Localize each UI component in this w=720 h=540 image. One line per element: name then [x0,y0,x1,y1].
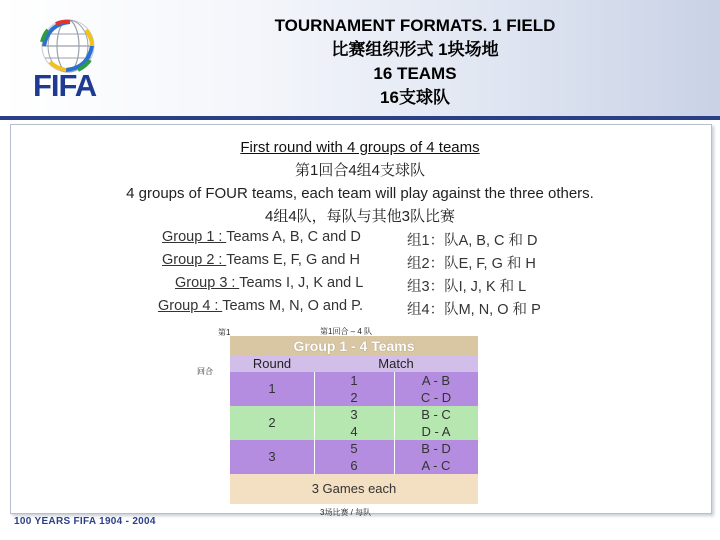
table-row [230,440,478,474]
match-number: 5 [350,441,358,456]
group-label: Group 3 : [175,275,240,291]
match-number: 2 [350,390,358,405]
table-annotation-top: 第1回合 – 4 队 [320,327,373,336]
table-footer: 3 Games each [230,474,478,504]
group-2-cn: 组2：队E, F, G 和 H [407,256,536,272]
group-teams: Teams M, N, O and P. [222,298,363,314]
group-3-cn: 组3：队I, J, K 和 L [407,279,527,295]
group-3-line [175,275,363,291]
group-teams: Teams A, B, C and D [226,229,361,245]
first-round-heading-cn: 第1回合4组4支球队 [294,162,426,179]
table-row [230,406,478,440]
format-description: 4 groups of FOUR teams, each team will play against the three others. [126,185,594,202]
table-annotation-top-left: 第1 [218,328,231,337]
group-label: Group 2 : [162,252,227,268]
header-divider [0,116,720,120]
column-divider [394,372,395,474]
title-line: 16支球队 [380,88,450,107]
format-description-cn: 4组4队，每队与其他3队比赛 [264,208,456,225]
table-annotation-left: 回合 [197,367,213,376]
match-pairing: B - C [421,407,451,422]
slide-title [200,14,630,110]
match-number: 1 [350,373,358,388]
match-pairing: A - C [421,458,451,473]
group-1-cn: 组1：队A, B, C 和 D [407,233,538,249]
centenary-logo-text: 100 YEARS FIFA 1904 - 2004 [14,516,156,527]
fifa-logo-text: FIFA [33,68,97,103]
match-pairing: A - B [421,373,451,388]
group-4-line [158,298,363,314]
group-1-line [162,229,361,245]
match-pairing: B - D [421,441,451,456]
table-title: Group 1 - 4 Teams [230,336,478,356]
title-line: 16 TEAMS [373,64,457,83]
table-header-row [230,356,478,372]
table-annotation-bottom: 3场比赛 / 每队 [320,508,372,517]
group-teams: Teams I, J, K and L [239,275,364,291]
title-line: TOURNAMENT FORMATS. 1 FIELD [274,16,556,35]
match-number: 3 [350,407,358,422]
column-header-round: Round [252,356,292,371]
slide-header [0,0,720,118]
column-header-match: Match [378,356,414,371]
group-2-line [162,252,360,268]
table-row [230,372,478,406]
title-line: 比赛组织形式 1块场地 [331,40,499,59]
group-label: Group 1 : [162,229,227,245]
match-pairing: C - D [420,390,452,405]
first-round-heading: First round with 4 groups of 4 teams [240,139,480,156]
match-number: 4 [350,424,358,439]
intro-text [0,136,720,228]
match-pairing: D - A [421,424,451,439]
round-number: 1 [268,381,276,396]
column-divider [314,372,315,474]
match-number: 6 [350,458,358,473]
round-number: 2 [268,415,276,430]
group-teams: Teams E, F, G and H [226,252,360,268]
group-schedule-table [230,336,478,504]
group-label: Group 4 : [158,298,223,314]
round-number: 3 [268,449,276,464]
group-4-cn: 组4：队M, N, O 和 P [407,302,541,318]
